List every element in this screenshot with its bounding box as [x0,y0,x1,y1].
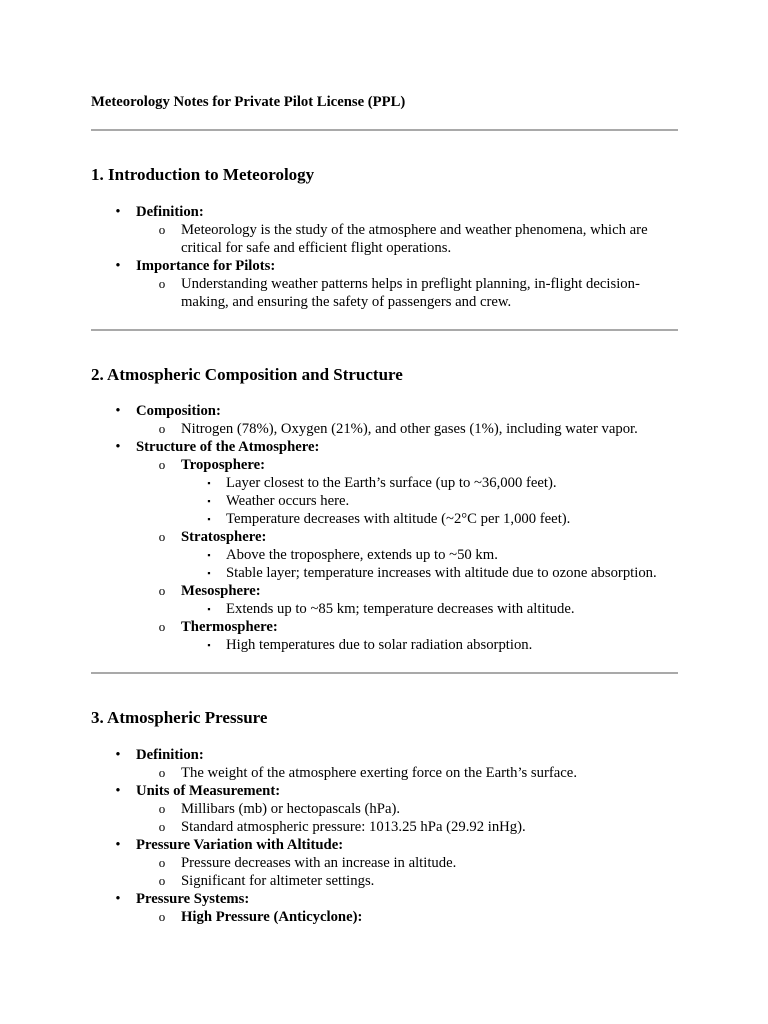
item-text: Temperature decreases with altitude (~2°C per 1,000 feet). [226,511,571,527]
list-item [91,746,678,782]
item-text: Millibars (mb) or hectopascals (hPa). [181,801,401,817]
list-item [91,836,678,890]
list-item [136,800,678,818]
item-text: Pressure decreases with an increase in altitude. [181,855,457,871]
item-label: Importance for Pilots: [136,258,276,274]
document-page [91,93,678,926]
item-text: Understanding weather patterns helps in preflight planning, in-flight decision-making, and ensuring the safety of passengers and crew. [181,276,640,310]
list-item [136,582,678,618]
bullet-marker: o [158,819,166,834]
section-heading-introduction: 1. Introduction to Meteorology [91,165,315,184]
list-item [91,438,678,654]
list-item [136,420,678,438]
list-item [91,402,678,438]
bullet-marker: o [158,855,166,870]
item-label: Composition: [136,403,221,419]
list-item [136,221,678,257]
bullet-marker: o [158,529,166,544]
bullet-marker: o [158,801,166,816]
bullet-marker: • [115,837,121,853]
list-item [181,510,678,528]
section-heading-composition: 2. Atmospheric Composition and Structure [91,365,403,384]
list-item [181,474,678,492]
list-item [181,564,678,582]
item-text: Meteorology is the study of the atmosphere and weather phenomena, which are critical for safe and efficient flight operations. [181,222,648,256]
list-item [91,782,678,836]
item-label: Structure of the Atmosphere: [136,439,320,455]
bullet-marker: ▪ [207,478,211,488]
bullet-marker: ▪ [207,514,211,524]
bullet-marker: ▪ [207,604,211,614]
item-text: Standard atmospheric pressure: 1013.25 hPa (29.92 inHg). [181,819,526,835]
list-item [136,764,678,782]
item-text: Layer closest to the Earth’s surface (up to ~36,000 feet). [226,475,557,491]
item-text: Stable layer; temperature increases with altitude due to ozone absorption. [226,565,657,581]
item-label: Pressure Variation with Altitude: [136,837,344,853]
list-item [136,456,678,528]
bullet-marker: • [115,258,121,274]
bullet-marker: o [158,276,166,291]
list-item [181,492,678,510]
item-label: Mesosphere: [181,583,261,599]
divider [91,129,678,131]
document-title: Meteorology Notes for Private Pilot License (PPL) [91,94,406,110]
bullet-marker: ▪ [207,640,211,650]
divider [91,329,678,331]
list-item [91,203,678,257]
item-text: Extends up to ~85 km; temperature decreases with altitude. [226,601,575,617]
list-item [181,546,678,564]
item-text: Weather occurs here. [226,493,350,509]
list-item [136,618,678,654]
bullet-marker: • [115,439,121,455]
list-item [136,528,678,582]
item-text: High temperatures due to solar radiation absorption. [226,637,533,653]
bullet-marker: • [115,204,121,220]
bullet-marker: ▪ [207,550,211,560]
section-heading-pressure: 3. Atmospheric Pressure [91,708,268,727]
item-label: Definition: [136,747,204,763]
item-text: Above the troposphere, extends up to ~50 km. [226,547,498,563]
item-text: Significant for altimeter settings. [181,873,375,889]
item-label: Units of Measurement: [136,783,281,799]
list-item [91,890,678,926]
section-1-list [91,203,678,311]
item-label: High Pressure (Anticyclone): [181,909,363,925]
list-item [136,872,678,890]
item-label: Definition: [136,204,204,220]
bullet-marker: • [115,747,121,763]
item-label: Stratosphere: [181,529,267,545]
item-label: Thermosphere: [181,619,278,635]
bullet-marker: o [158,421,166,436]
list-item [136,908,678,926]
bullet-marker: o [158,583,166,598]
list-item [136,818,678,836]
section-3-list [91,746,678,926]
divider [91,672,678,674]
bullet-marker: ▪ [207,568,211,578]
bullet-marker: o [158,909,166,924]
item-text: Nitrogen (78%), Oxygen (21%), and other gases (1%), including water vapor. [181,421,638,437]
item-text: The weight of the atmosphere exerting force on the Earth’s surface. [181,765,577,781]
bullet-marker: o [158,222,166,237]
bullet-marker: o [158,619,166,634]
list-item [136,275,678,311]
bullet-marker: • [115,891,121,907]
list-item [136,854,678,872]
bullet-marker: o [158,765,166,780]
item-label: Troposphere: [181,457,266,473]
list-item [181,600,678,618]
bullet-marker: ▪ [207,496,211,506]
item-label: Pressure Systems: [136,891,250,907]
list-item [91,257,678,311]
bullet-marker: • [115,403,121,419]
bullet-marker: o [158,873,166,888]
bullet-marker: • [115,783,121,799]
section-2-list [91,402,678,654]
bullet-marker: o [158,457,166,472]
list-item [181,636,678,654]
